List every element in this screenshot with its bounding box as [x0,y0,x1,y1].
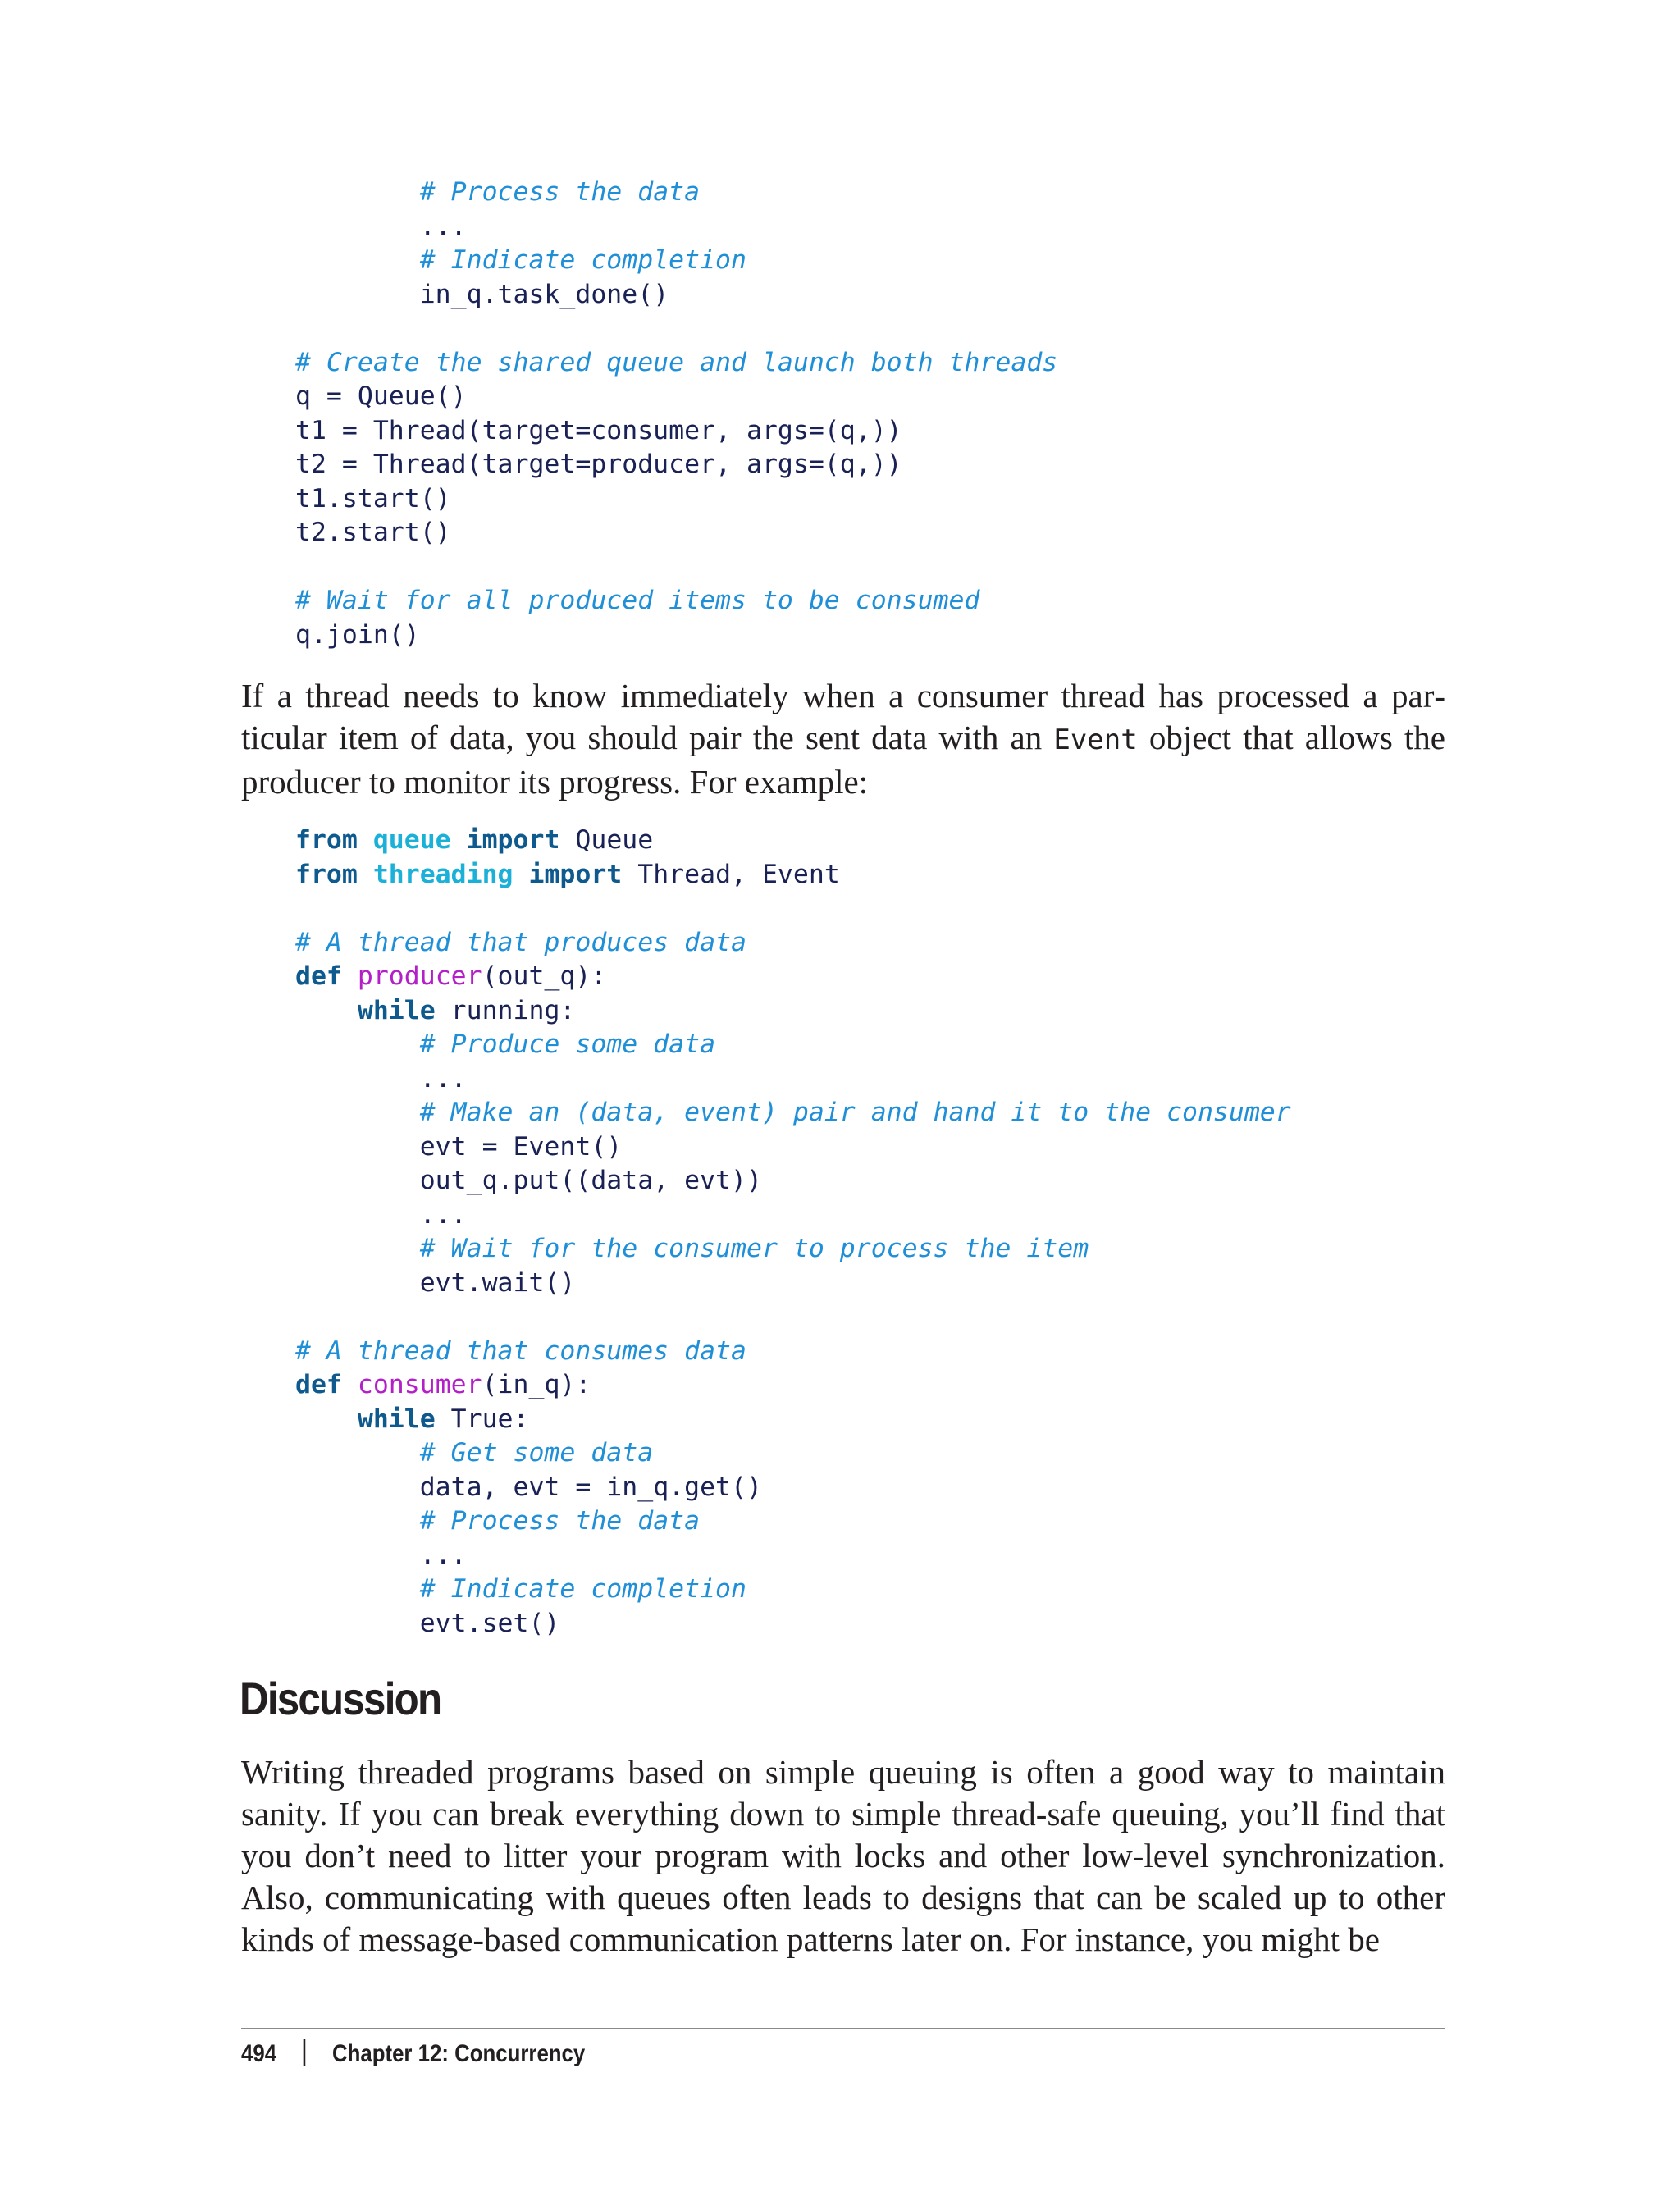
code-token: evt.wait() [419,1267,576,1298]
code-token: import [466,825,560,855]
code-token: (in_q): [482,1370,591,1399]
code-token: in_q.task_done() [419,279,669,309]
code-line [295,1028,1291,1062]
code-token: ... [419,1063,467,1093]
code-token: while [357,1404,436,1434]
code-line [295,619,1057,653]
code-token: # Create the shared queue and launch both threads [295,347,1058,377]
paragraph-event-pairing [241,675,1445,803]
code-token: queue [372,825,451,855]
code-token [514,860,529,889]
code-line [295,176,1057,210]
paragraph1-text-end: object that allows the producer to monitor its progress. For example: [241,719,1445,801]
code-line [295,380,1057,414]
code-token: evt.set() [419,1608,560,1638]
code-token: out_q.put((data, evt)) [419,1166,762,1195]
code-block-continuation [295,176,1057,652]
code-token [342,1370,358,1399]
code-token: q = Queue() [295,381,467,411]
code-token: True [450,1404,514,1434]
code-line [295,858,1291,892]
page-number: 494 [241,2040,277,2067]
code-token: consumer [357,1370,482,1399]
code-token: t2.start() [295,518,451,547]
page-footer [241,2039,585,2068]
code-token: Thread, Event [622,859,840,889]
code-line [295,550,1057,585]
code-token: (out_q): [482,961,607,991]
paragraph1-text-start: If a thread needs to know immediately when a consumer thread has processed a particular item of data, you should pair the sent data with an [241,677,1445,756]
code-line [295,1198,1291,1233]
code-line [295,482,1057,517]
code-line [295,1096,1291,1130]
code-line [295,926,1291,961]
code-line [295,414,1057,449]
code-token: data, evt = in_q.get() [419,1472,762,1502]
code-token: ... [419,1540,467,1570]
code-line [295,1335,1291,1369]
code-token [358,860,373,889]
code-token [436,1404,451,1434]
footer-divider [241,2028,1445,2029]
code-line [295,1436,1291,1471]
code-line [295,1539,1291,1573]
code-token: t1 = Thread(target=consumer, args=(q,)) [295,415,902,445]
code-token [451,825,467,855]
code-token: threading [372,859,514,889]
code-token: # A thread that consumes data [295,1335,746,1366]
code-token: # Wait for all produced items to be consumed [295,586,980,615]
code-token: # Process the data [419,177,701,207]
code-block-event-example [295,824,1291,1641]
code-line [295,1300,1291,1335]
code-token: # A thread that produces data [295,927,746,957]
footer-separator [304,2039,306,2066]
code-line [295,960,1291,994]
code-line [295,516,1057,550]
code-token: while [357,995,436,1025]
code-token: def [295,1370,342,1399]
code-token: # Produce some data [419,1029,716,1059]
code-token: # Indicate completion [419,245,746,275]
code-token: # Indicate completion [419,1574,746,1604]
code-token: t2 = Thread(target=producer, args=(q,)) [295,450,902,479]
code-line [295,584,1057,619]
code-line [295,1232,1291,1267]
code-line [295,1504,1291,1539]
code-line [295,312,1057,346]
code-token: evt = Event() [419,1131,623,1162]
inline-code-event: Event [1053,724,1138,756]
code-line [295,1573,1291,1607]
code-token: import [528,859,623,889]
code-token [358,825,373,855]
code-line [295,278,1057,313]
code-line [295,346,1057,381]
code-token: ... [419,1199,467,1230]
paragraph-discussion: Writing threaded programs based on simple queuing is often a good way to maintain sanity. If you can break everything down to simple thread-safe queuing, you’ll find that you don’t need to litter your program with locks and other low-level synchronization. Also, communicating with queues often leads to designs that can be scaled up to other kinds of message-based communication patterns later on. For instance, you might be [241,1753,1445,1958]
code-token: : [513,1404,529,1434]
code-token: producer [357,961,482,991]
code-token: q.join() [295,619,420,650]
code-line [295,1607,1291,1641]
code-line [295,1368,1291,1403]
code-line [295,824,1291,858]
code-token: def [295,961,342,991]
code-token [342,961,358,991]
code-token: running: [435,995,576,1025]
code-line [295,1062,1291,1097]
code-line [295,448,1057,482]
code-line [295,994,1291,1029]
code-token: # Process the data [419,1506,701,1536]
code-token: # Make an (data, event) pair and hand it to the consumer [419,1098,1291,1127]
code-token: from [295,859,358,889]
code-token: ... [419,211,467,241]
code-line [295,892,1291,926]
code-line [295,1130,1291,1165]
code-line [295,1471,1291,1505]
code-line [295,1403,1291,1437]
code-token: Queue [559,825,654,855]
code-token: # Get some data [419,1438,654,1468]
code-line [295,1267,1291,1301]
code-line [295,1164,1291,1198]
code-line [295,244,1057,278]
code-line [295,210,1057,244]
chapter-title: Chapter 12: Concurrency [331,2040,586,2067]
code-token: t1.start() [295,483,451,514]
section-heading-discussion: Discussion [240,1673,441,1724]
code-token: # Wait for the consumer to process the item [419,1234,1089,1263]
code-token: from [295,825,358,855]
